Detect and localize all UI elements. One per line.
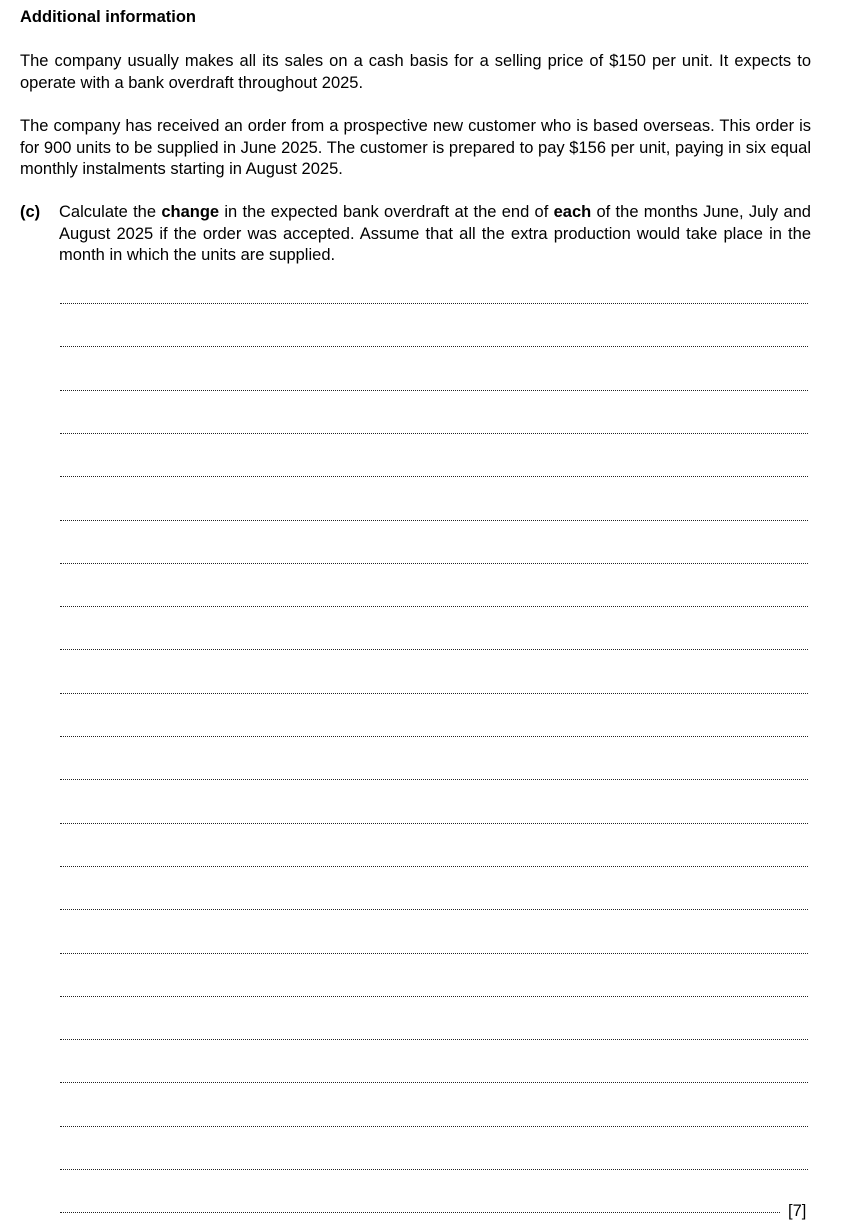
- marks-allocation: [7]: [788, 1202, 807, 1220]
- question-emphasis-change: change: [161, 203, 220, 221]
- question-label: (c): [20, 203, 41, 221]
- answer-line[interactable]: [60, 996, 808, 997]
- answer-line[interactable]: [60, 953, 808, 954]
- question-text-part-1: Calculate the: [59, 203, 162, 221]
- answer-area[interactable]: [60, 0, 808, 1229]
- answer-line[interactable]: [60, 1212, 780, 1213]
- question-text-part-3: of the months June, July and August 2025 if the order was accepted. Assume that all the extra production would take place in the month in which the units are supplied.: [59, 203, 811, 264]
- answer-line[interactable]: [60, 390, 808, 391]
- paragraph-overseas-order: The company has received an order from a prospective new customer who is based overseas. This order is for 900 units to be supplied in June 2025. The customer is prepared to pay $156 per unit, paying in six equal monthly instalments starting in August 2025.: [20, 117, 811, 178]
- answer-line[interactable]: [60, 346, 808, 347]
- answer-line[interactable]: [60, 520, 808, 521]
- paragraph-cash-sales: The company usually makes all its sales on a cash basis for a selling price of $150 per unit. It expects to operate with a bank overdraft throughout 2025.: [20, 52, 811, 92]
- answer-line[interactable]: [60, 909, 808, 910]
- answer-line[interactable]: [60, 303, 808, 304]
- answer-line[interactable]: [60, 1082, 808, 1083]
- answer-line[interactable]: [60, 563, 808, 564]
- question-emphasis-each: each: [553, 203, 592, 221]
- answer-line[interactable]: [60, 476, 808, 477]
- answer-line[interactable]: [60, 1169, 808, 1170]
- answer-line[interactable]: [60, 779, 808, 780]
- answer-line[interactable]: [60, 433, 808, 434]
- answer-line[interactable]: [60, 606, 808, 607]
- question-text-part-2: in the expected bank overdraft at the end of: [219, 203, 554, 221]
- answer-line[interactable]: [60, 1126, 808, 1127]
- answer-line[interactable]: [60, 649, 808, 650]
- answer-line[interactable]: [60, 1039, 808, 1040]
- section-heading: Additional information: [20, 8, 196, 26]
- answer-line[interactable]: [60, 823, 808, 824]
- answer-line[interactable]: [60, 736, 808, 737]
- answer-line[interactable]: [60, 693, 808, 694]
- answer-line[interactable]: [60, 866, 808, 867]
